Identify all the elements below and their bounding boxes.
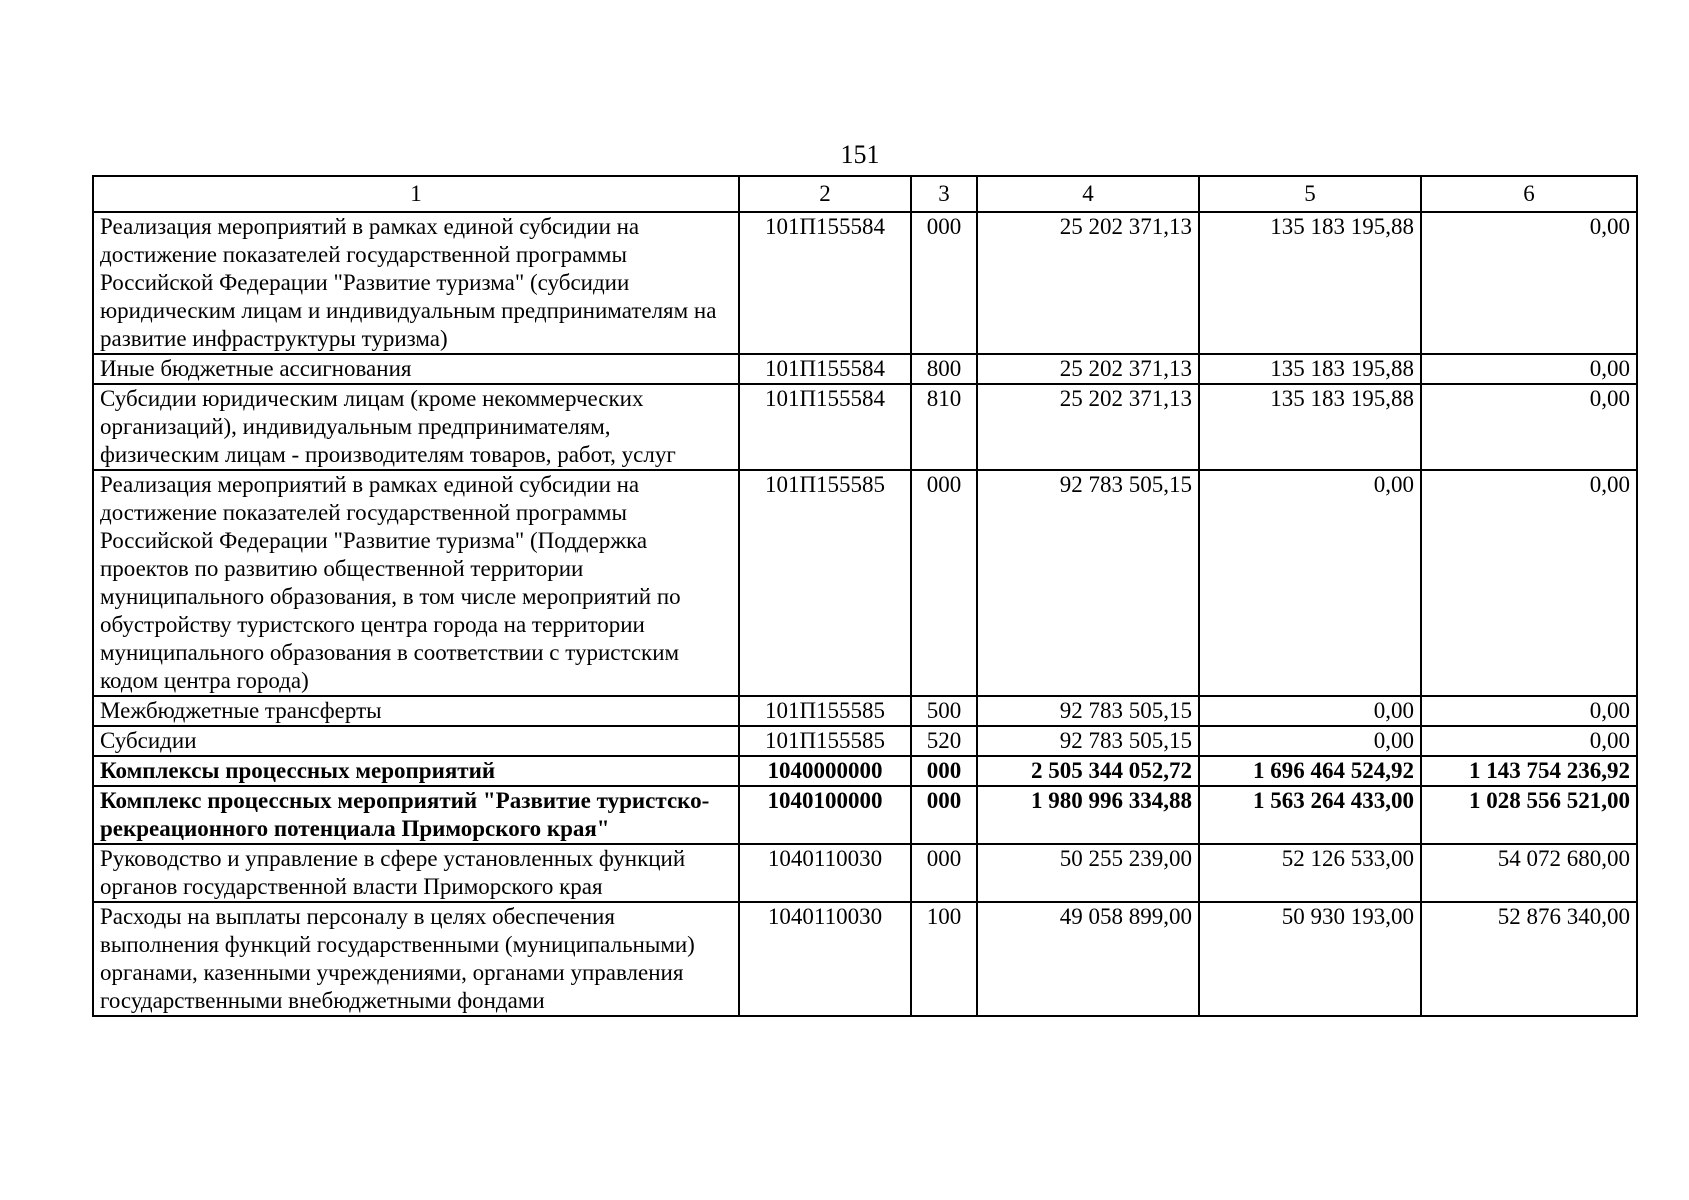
row-type: 100 — [911, 902, 977, 1016]
row-value-6: 0,00 — [1421, 696, 1637, 726]
row-value-5: 0,00 — [1199, 470, 1421, 696]
row-name: Расходы на выплаты персоналу в целях обеспечения выполнения функций государственными (муниципальными) органами, казенными учреждениями, органами управления государственными внебюджетными фондами — [93, 902, 739, 1016]
row-value-5: 1 696 464 524,92 — [1199, 756, 1421, 786]
row-code: 1040110030 — [739, 844, 911, 902]
row-code: 1040000000 — [739, 756, 911, 786]
row-value-6: 1 143 754 236,92 — [1421, 756, 1637, 786]
row-value-4: 92 783 505,15 — [977, 726, 1199, 756]
column-header-2: 2 — [739, 176, 911, 212]
row-value-4: 2 505 344 052,72 — [977, 756, 1199, 786]
row-code: 101П155584 — [739, 354, 911, 384]
page-number: 151 — [840, 140, 880, 169]
row-type: 800 — [911, 354, 977, 384]
table-row-bold — [93, 786, 1637, 844]
row-value-4: 49 058 899,00 — [977, 902, 1199, 1016]
row-value-5: 0,00 — [1199, 726, 1421, 756]
row-value-5: 1 563 264 433,00 — [1199, 786, 1421, 844]
row-value-6: 54 072 680,00 — [1421, 844, 1637, 902]
row-value-6: 1 028 556 521,00 — [1421, 786, 1637, 844]
table-row — [93, 354, 1637, 384]
row-code: 1040100000 — [739, 786, 911, 844]
table-row — [93, 212, 1637, 354]
column-header-1: 1 — [93, 176, 739, 212]
table-row — [93, 696, 1637, 726]
row-value-5: 135 183 195,88 — [1199, 384, 1421, 470]
row-type: 000 — [911, 786, 977, 844]
row-type: 500 — [911, 696, 977, 726]
row-code: 101П155584 — [739, 384, 911, 470]
row-value-6: 0,00 — [1421, 726, 1637, 756]
row-value-5: 50 930 193,00 — [1199, 902, 1421, 1016]
row-value-4: 25 202 371,13 — [977, 212, 1199, 354]
row-name: Руководство и управление в сфере установленных функций органов государственной власти Приморского края — [93, 844, 739, 902]
column-header-5: 5 — [1199, 176, 1421, 212]
row-name: Реализация мероприятий в рамках единой субсидии на достижение показателей государственной программы Российской Федерации "Развитие туризма" (субсидии юридическим лицам и индивидуальным предпринимателям на развитие инфраструктуры туризма) — [93, 212, 739, 354]
row-name: Межбюджетные трансферты — [93, 696, 739, 726]
column-header-4: 4 — [977, 176, 1199, 212]
column-header-6: 6 — [1421, 176, 1637, 212]
row-name: Реализация мероприятий в рамках единой субсидии на достижение показателей государственной программы Российской Федерации "Развитие туризма" (Поддержка проектов по развитию общественной территории муниципального образования, в том числе мероприятий по обустройству туристского центра города на территории муниципального образования в соответствии с туристским кодом центра города) — [93, 470, 739, 696]
table-row-bold — [93, 756, 1637, 786]
row-value-4: 92 783 505,15 — [977, 470, 1199, 696]
table-header-row — [93, 176, 1637, 212]
row-value-5: 0,00 — [1199, 696, 1421, 726]
row-value-4: 92 783 505,15 — [977, 696, 1199, 726]
row-name: Комплексы процессных мероприятий — [93, 756, 739, 786]
row-type: 520 — [911, 726, 977, 756]
row-name: Иные бюджетные ассигнования — [93, 354, 739, 384]
row-value-5: 135 183 195,88 — [1199, 354, 1421, 384]
row-value-4: 1 980 996 334,88 — [977, 786, 1199, 844]
row-value-6: 52 876 340,00 — [1421, 902, 1637, 1016]
row-name: Комплекс процессных мероприятий "Развитие туристско-рекреационного потенциала Приморского края" — [93, 786, 739, 844]
row-code: 1040110030 — [739, 902, 911, 1016]
table-row — [93, 844, 1637, 902]
row-type: 000 — [911, 756, 977, 786]
row-value-4: 25 202 371,13 — [977, 384, 1199, 470]
row-code: 101П155585 — [739, 696, 911, 726]
row-value-6: 0,00 — [1421, 354, 1637, 384]
row-type: 810 — [911, 384, 977, 470]
row-value-6: 0,00 — [1421, 470, 1637, 696]
table-row — [93, 470, 1637, 696]
table-row — [93, 902, 1637, 1016]
row-code: 101П155585 — [739, 470, 911, 696]
row-value-4: 25 202 371,13 — [977, 354, 1199, 384]
row-value-4: 50 255 239,00 — [977, 844, 1199, 902]
row-value-5: 135 183 195,88 — [1199, 212, 1421, 354]
row-type: 000 — [911, 470, 977, 696]
budget-table — [92, 175, 1638, 1017]
column-header-3: 3 — [911, 176, 977, 212]
row-value-6: 0,00 — [1421, 212, 1637, 354]
row-type: 000 — [911, 212, 977, 354]
row-type: 000 — [911, 844, 977, 902]
row-name: Субсидии юридическим лицам (кроме некоммерческих организаций), индивидуальным предпринимателям, физическим лицам - производителям товаров, работ, услуг — [93, 384, 739, 470]
table-row — [93, 726, 1637, 756]
row-name: Субсидии — [93, 726, 739, 756]
row-value-5: 52 126 533,00 — [1199, 844, 1421, 902]
row-value-6: 0,00 — [1421, 384, 1637, 470]
table-row — [93, 384, 1637, 470]
row-code: 101П155585 — [739, 726, 911, 756]
row-code: 101П155584 — [739, 212, 911, 354]
